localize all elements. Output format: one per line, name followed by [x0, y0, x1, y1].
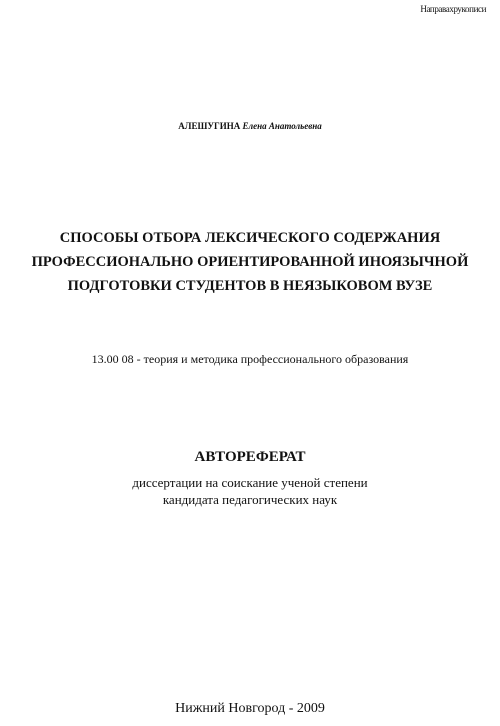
degree-line: кандидата педагогических наук	[162, 492, 338, 507]
manuscript-rights-note: Направахрукописи	[420, 4, 486, 14]
author-name	[0, 121, 500, 131]
title-line: СПОСОБЫ ОТБОРА ЛЕКСИЧЕСКОГО СОДЕРЖАНИЯ	[59, 230, 441, 246]
author-surname: АЛЕШУГИНА	[178, 121, 241, 131]
title-line: ПОДГОТОВКИ СТУДЕНТОВ В НЕЯЗЫКОВОМ ВУЗЕ	[67, 278, 433, 294]
specialty-code: 13.00 08 - теория и методика профессионального образования	[91, 352, 409, 366]
place-and-year: Нижний Новгород - 2009	[175, 701, 325, 716]
degree-line: диссертации на соискание ученой степени	[132, 475, 368, 490]
author-given-names: Елена Анатольевна	[242, 121, 322, 131]
document-type: АВТОРЕФЕРАТ	[194, 449, 306, 465]
degree-description	[0, 474, 500, 508]
title-line: ПРОФЕССИОНАЛЬНО ОРИЕНТИРОВАННОЙ ИНОЯЗЫЧНОЙ	[31, 254, 469, 270]
dissertation-title	[0, 226, 500, 298]
